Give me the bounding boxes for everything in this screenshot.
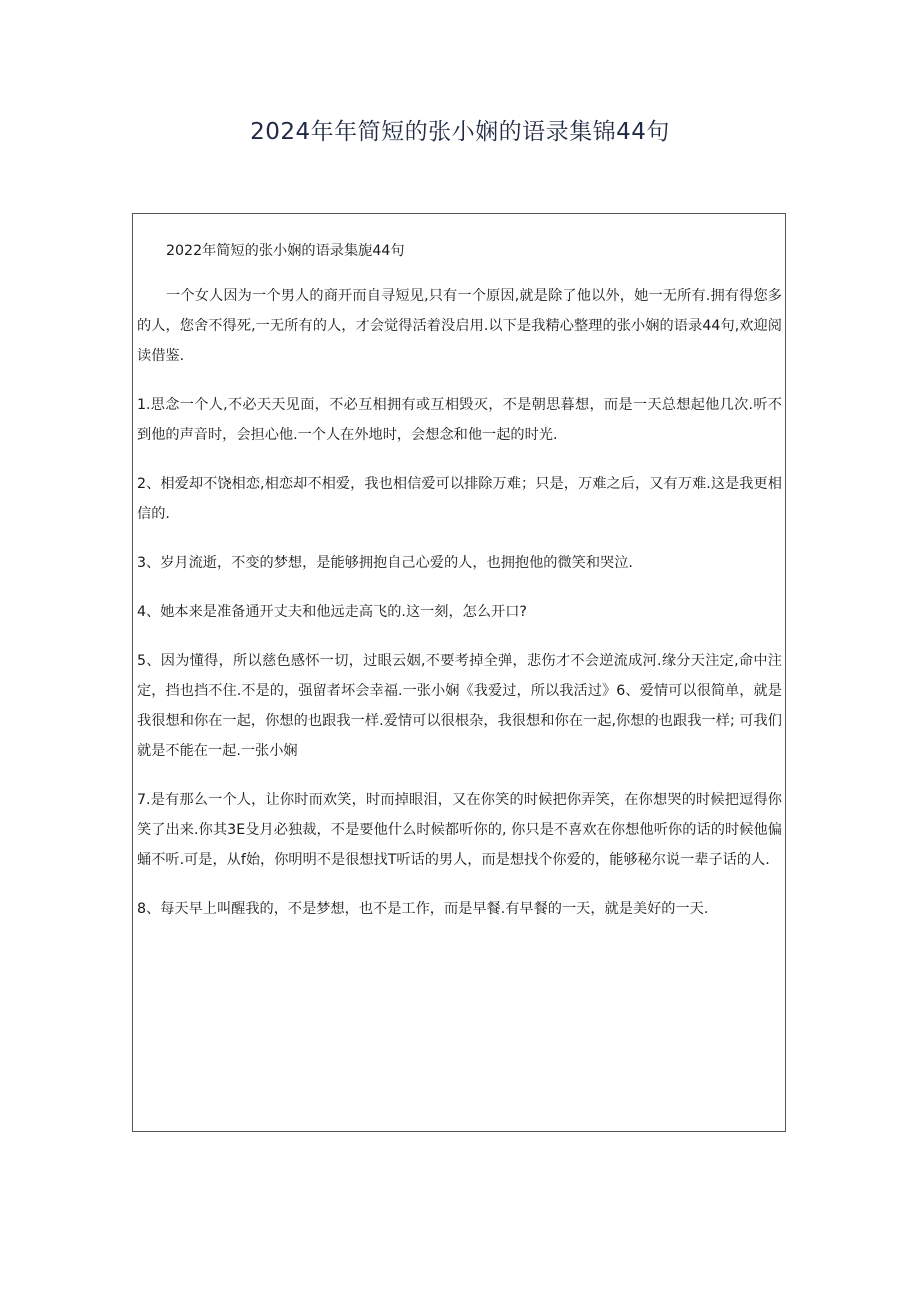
content-box: [132, 213, 786, 1132]
quote-item: 7.是有那么一个人，让你时而欢笑，时而掉眼泪，又在你笑的时候把你弄笑，在你想哭的时候把逗得你笑了出来.你其3E殳月必独裁，不是要他什么时候都听你的, 你只是不喜欢在你想他听你的话的时候他偏蛹不听.可是，从f始，你明明不是很想找T听话的男人，而是想找个你爱的，能够秘尔说一辈子话的人.: [137, 792, 782, 868]
document-title: 2024年年简短的张小娴的语录集锦44句: [250, 119, 670, 145]
quote-item: 8、每天早上叫醒我的，不是梦想，也不是工作，而是早餐.有早餐的一天，就是美好的一天.: [137, 901, 709, 917]
quote-item: 3、岁月流逝，不变的梦想，是能够拥抱自己心爱的人，也拥抱他的微笑和哭泣.: [137, 555, 633, 571]
quote-item: 1.思念一个人,不必天天见面，不必互相拥有或互相毁灭，不是朝思暮想，而是一天总想起他几次.听不到他的声音时，会担心他.一个人在外地时，会想念和他一起的时光.: [137, 397, 782, 443]
quote-item: 5、因为懂得，所以慈色感怀一切，过眼云姻,不要考掉全弹，悲伤才不会逆流成河.缘分天注定,命中注定，挡也挡不住.不是的，强留者坏会幸福.一张小娴《我爱过，所以我活过》6、爱情可以很简单，就是我很想和你在一起，你想的也跟我一样.爱情可以很根杂，我很想和你在一起,你想的也跟我一样; 可我们就是不能在一起.一张小娴: [137, 653, 782, 759]
content-heading: 2022年简短的张小娴的语录集旎44句: [166, 243, 405, 259]
quote-item: 2、相爱却不饶相恋,相恋却不相爱，我也相信爱可以排除万难；只是，万难之后，又有万难.这是我更相信的.: [137, 476, 782, 522]
quote-item: 4、她本来是准备通开丈夫和他远走高飞的.这一刻，怎么开口?: [137, 604, 527, 620]
intro-paragraph: 一个女人因为一个男人的商开而自寻短见,只有一个原因,就是除了他以外，她一无所有.拥有得您多的人，您舍不得死,一无所有的人，才会觉得活着没启用.以下是我精心整理的张小娴的语录44句,欢迎阅读借鉴.: [137, 288, 782, 364]
